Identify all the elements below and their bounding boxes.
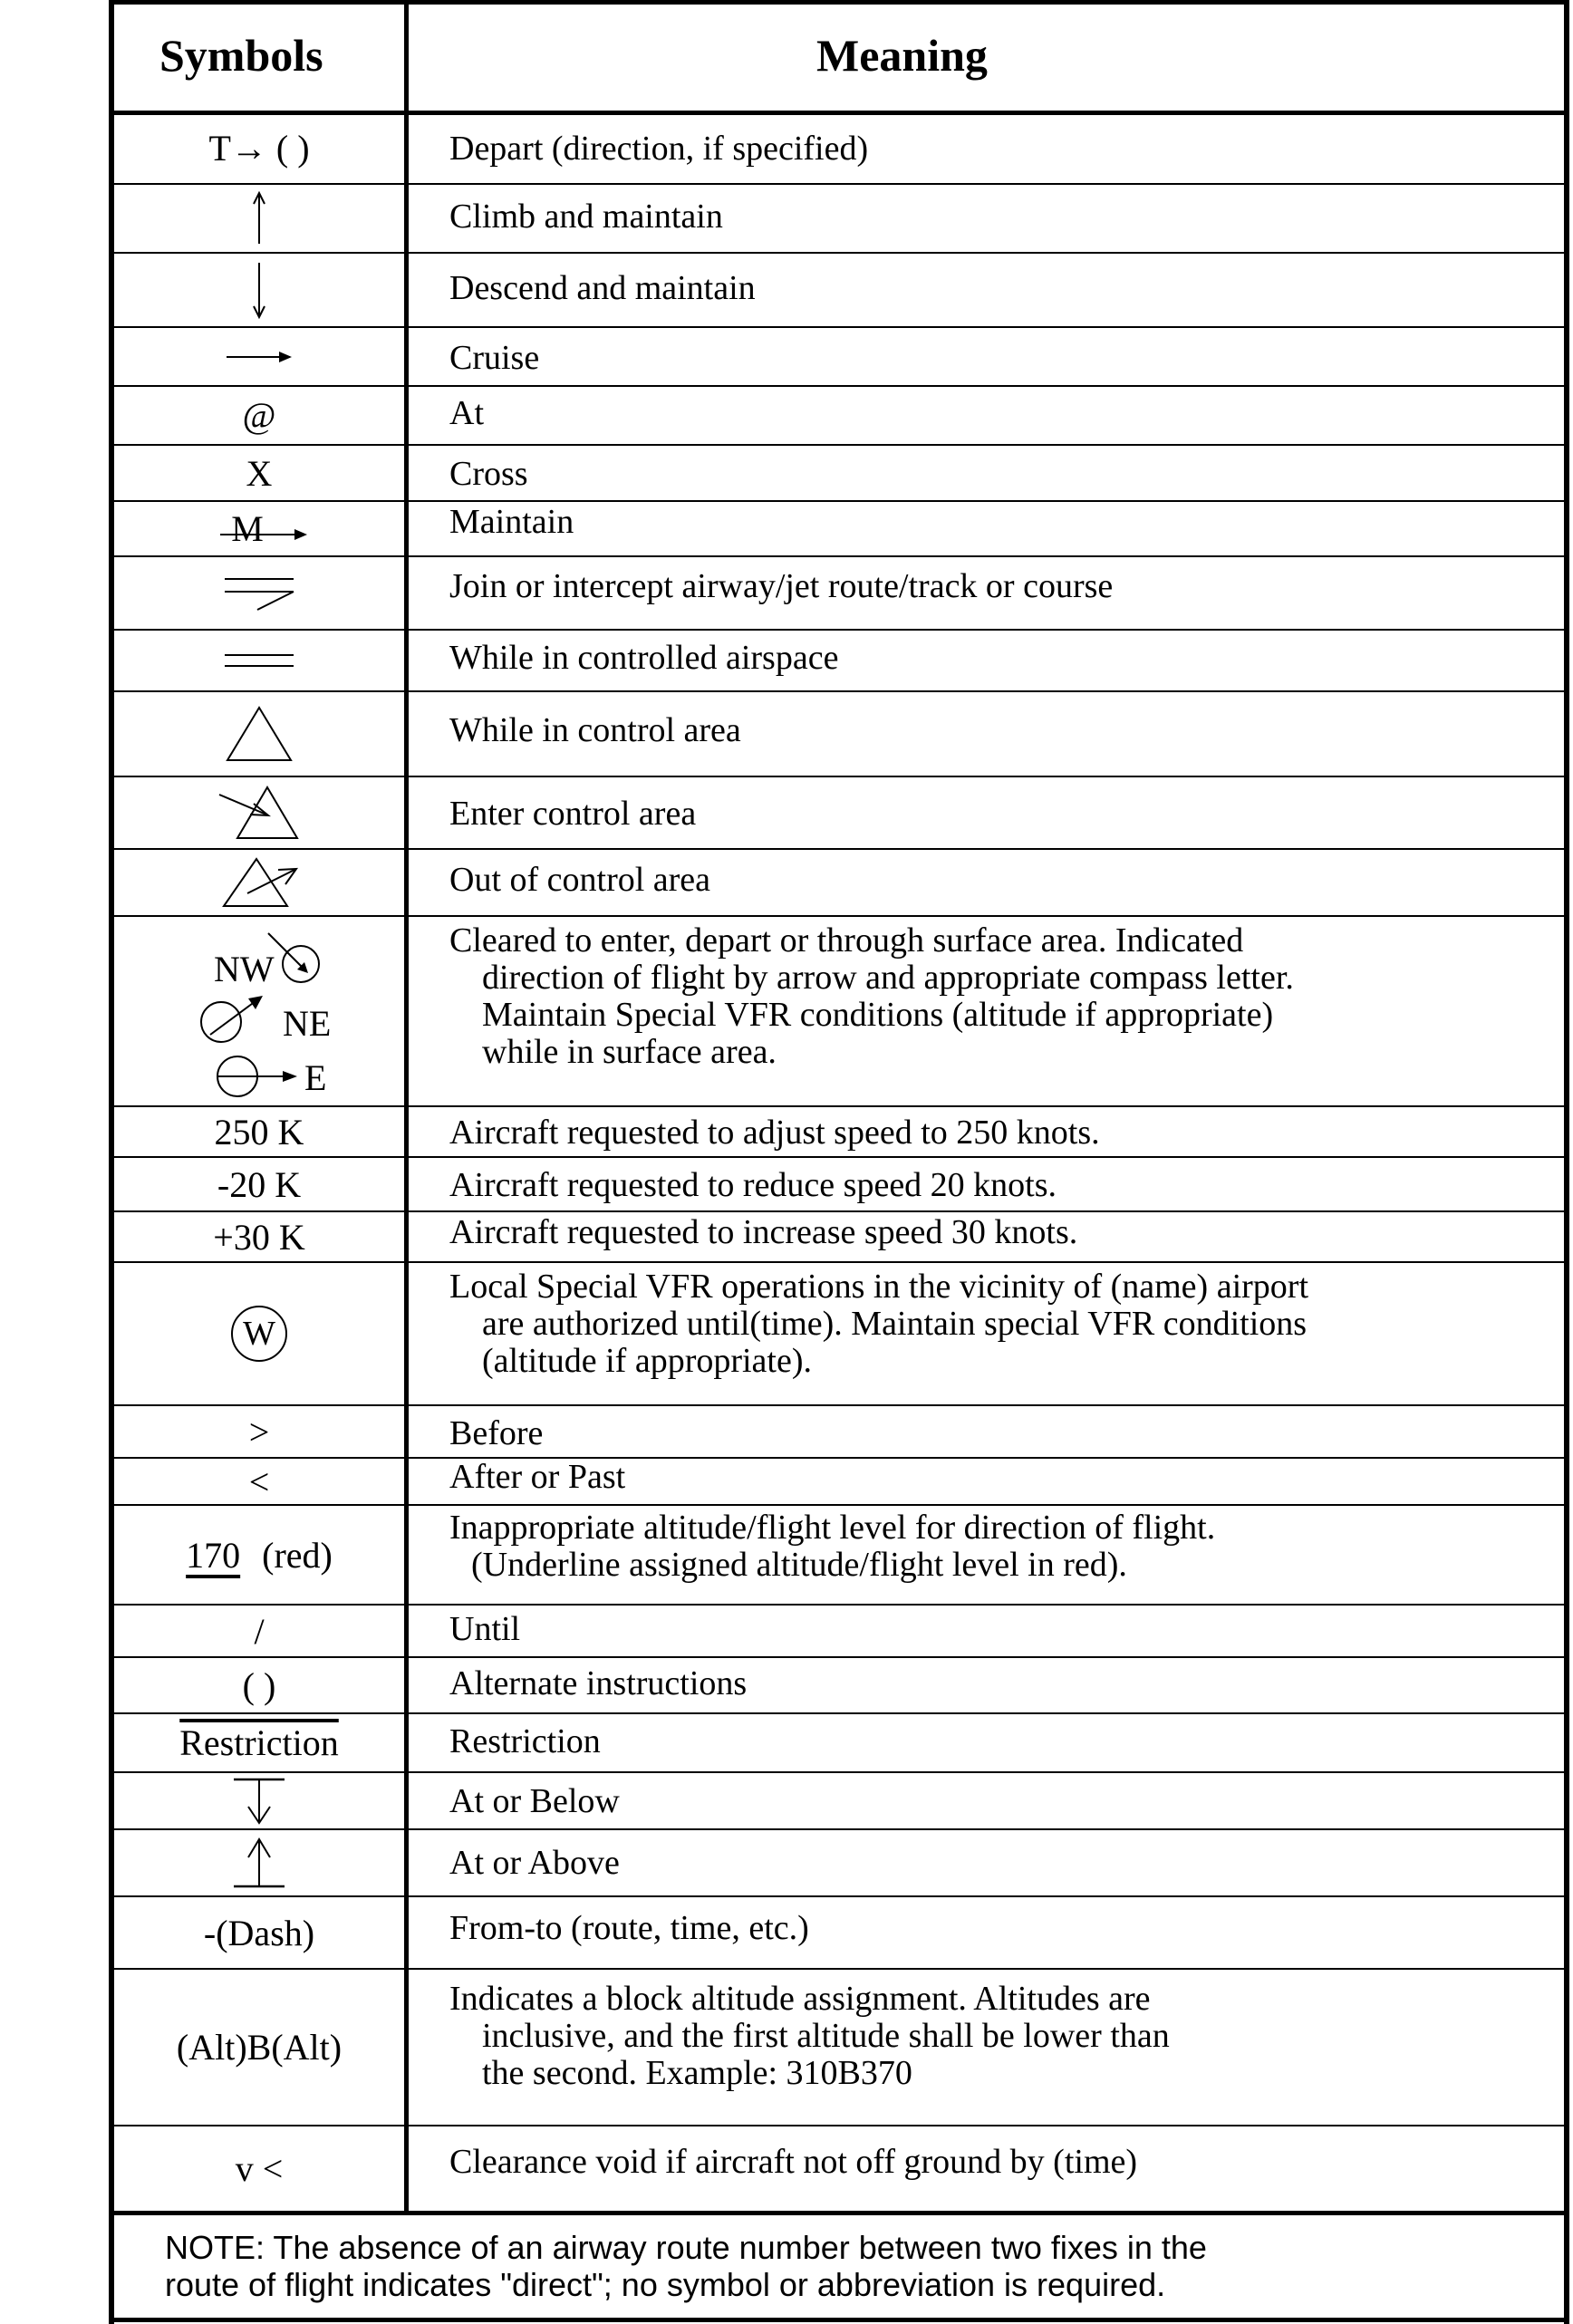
meaning-controlled-airspace: While in controlled airspace bbox=[449, 639, 839, 677]
restriction-symbol: Restriction bbox=[179, 1722, 339, 1763]
block-altitude-symbol: (Alt)B(Alt) bbox=[176, 2027, 343, 2068]
meaning-surface-area: Cleared to enter, depart or through surface area. Indicated direction of flight by arrow and appropriate compass letter. Maintain Special VFR conditions (altitude if appropriate) while in surface area. bbox=[449, 921, 1294, 1071]
meaning-inappropriate-altitude: Inappropriate altitude/flight level for direction of flight. (Underline assigned altitude/flight level in red). bbox=[449, 1509, 1216, 1584]
up-arrow-icon bbox=[114, 185, 404, 252]
at-or-above-icon bbox=[114, 1830, 404, 1895]
meaning-local-svfr: Local Special VFR operations in the vicinity of (name) airport are authorized until(time). Maintain special VFR conditions (altitude if appropriate). bbox=[449, 1268, 1308, 1380]
meaning-speed-minus-20: Aircraft requested to reduce speed 20 knots. bbox=[449, 1166, 1057, 1204]
at-or-below-icon bbox=[114, 1773, 404, 1828]
speed-plus-30-symbol: +30 K bbox=[213, 1216, 305, 1258]
symbols-header: Symbols bbox=[159, 30, 323, 81]
meaning-cross: Cross bbox=[449, 455, 528, 493]
e-circle-arrow-icon bbox=[214, 1053, 304, 1100]
ne-label: NE bbox=[283, 1003, 332, 1044]
meaning-restriction: Restriction bbox=[449, 1722, 601, 1760]
meaning-enter-control-area: Enter control area bbox=[449, 795, 697, 833]
meaning-clearance-void: Clearance void if aircraft not off ground by (time) bbox=[449, 2143, 1138, 2181]
exit-triangle-icon bbox=[114, 850, 404, 915]
clearance-void-symbol: v < bbox=[235, 2148, 284, 2189]
symbol-depart: T→ ( ) bbox=[208, 128, 310, 169]
speed-minus-20-symbol: -20 K bbox=[217, 1163, 302, 1205]
cross-symbol: X bbox=[246, 452, 273, 494]
dash-symbol: -(Dash) bbox=[203, 1912, 315, 1953]
w-circle-symbol bbox=[114, 1263, 404, 1404]
e-label: E bbox=[304, 1057, 327, 1098]
until-symbol: / bbox=[254, 1610, 265, 1652]
w-circle-icon: W bbox=[231, 1306, 287, 1362]
symbols-table bbox=[109, 0, 1569, 2324]
nw-label: NW bbox=[214, 949, 275, 989]
meaning-depart: Depart (direction, if specified) bbox=[449, 130, 869, 168]
before-symbol: > bbox=[248, 1411, 270, 1452]
alternate-symbol: ( ) bbox=[242, 1664, 276, 1706]
meaning-out-control-area: Out of control area bbox=[449, 861, 711, 899]
meaning-after: After or Past bbox=[449, 1458, 626, 1496]
meaning-climb: Climb and maintain bbox=[449, 198, 723, 236]
down-arrow-icon bbox=[114, 254, 404, 326]
right-arrow-icon bbox=[114, 328, 404, 385]
meaning-block-altitude: Indicates a block altitude assignment. Altitudes are inclusive, and the first altitude shall be lower than the second. Example: 310B370 bbox=[449, 1980, 1170, 2092]
meaning-maintain: Maintain bbox=[449, 503, 574, 541]
ne-circle-arrow-icon bbox=[198, 993, 270, 1044]
double-line-icon bbox=[114, 631, 404, 690]
meaning-at-or-below: At or Below bbox=[449, 1782, 620, 1820]
join-airway-icon bbox=[114, 557, 404, 629]
meaning-speed-250: Aircraft requested to adjust speed to 250 knots. bbox=[449, 1114, 1100, 1152]
meaning-from-to: From-to (route, time, etc.) bbox=[449, 1909, 809, 1947]
inappropriate-altitude-symbol: 170 (red) bbox=[186, 1534, 333, 1576]
triangle-icon bbox=[114, 692, 404, 776]
meaning-speed-plus-30: Aircraft requested to increase speed 30 knots. bbox=[449, 1213, 1078, 1251]
meaning-join: Join or intercept airway/jet route/track or course bbox=[449, 567, 1114, 605]
meaning-at: At bbox=[449, 394, 484, 432]
meaning-descend: Descend and maintain bbox=[449, 269, 756, 307]
maintain-symbol: M bbox=[114, 502, 404, 555]
after-symbol: < bbox=[248, 1461, 270, 1502]
nw-circle-arrow-icon bbox=[265, 931, 323, 986]
enter-triangle-icon bbox=[114, 777, 404, 848]
meaning-control-area: While in control area bbox=[449, 711, 741, 749]
at-symbol: @ bbox=[242, 395, 276, 436]
surface-area-symbols bbox=[114, 917, 404, 1105]
meaning-cruise: Cruise bbox=[449, 339, 540, 377]
meaning-before: Before bbox=[449, 1414, 544, 1452]
meaning-until: Until bbox=[449, 1610, 521, 1648]
meaning-header: Meaning bbox=[816, 30, 988, 81]
meaning-at-or-above: At or Above bbox=[449, 1844, 620, 1882]
note: NOTE: The absence of an airway route number between two fixes in the route of flight indicates "direct"; no symbol or abbreviation is required. bbox=[165, 2229, 1207, 2303]
speed-250-symbol: 250 K bbox=[214, 1111, 304, 1152]
meaning-alternate: Alternate instructions bbox=[449, 1664, 748, 1702]
